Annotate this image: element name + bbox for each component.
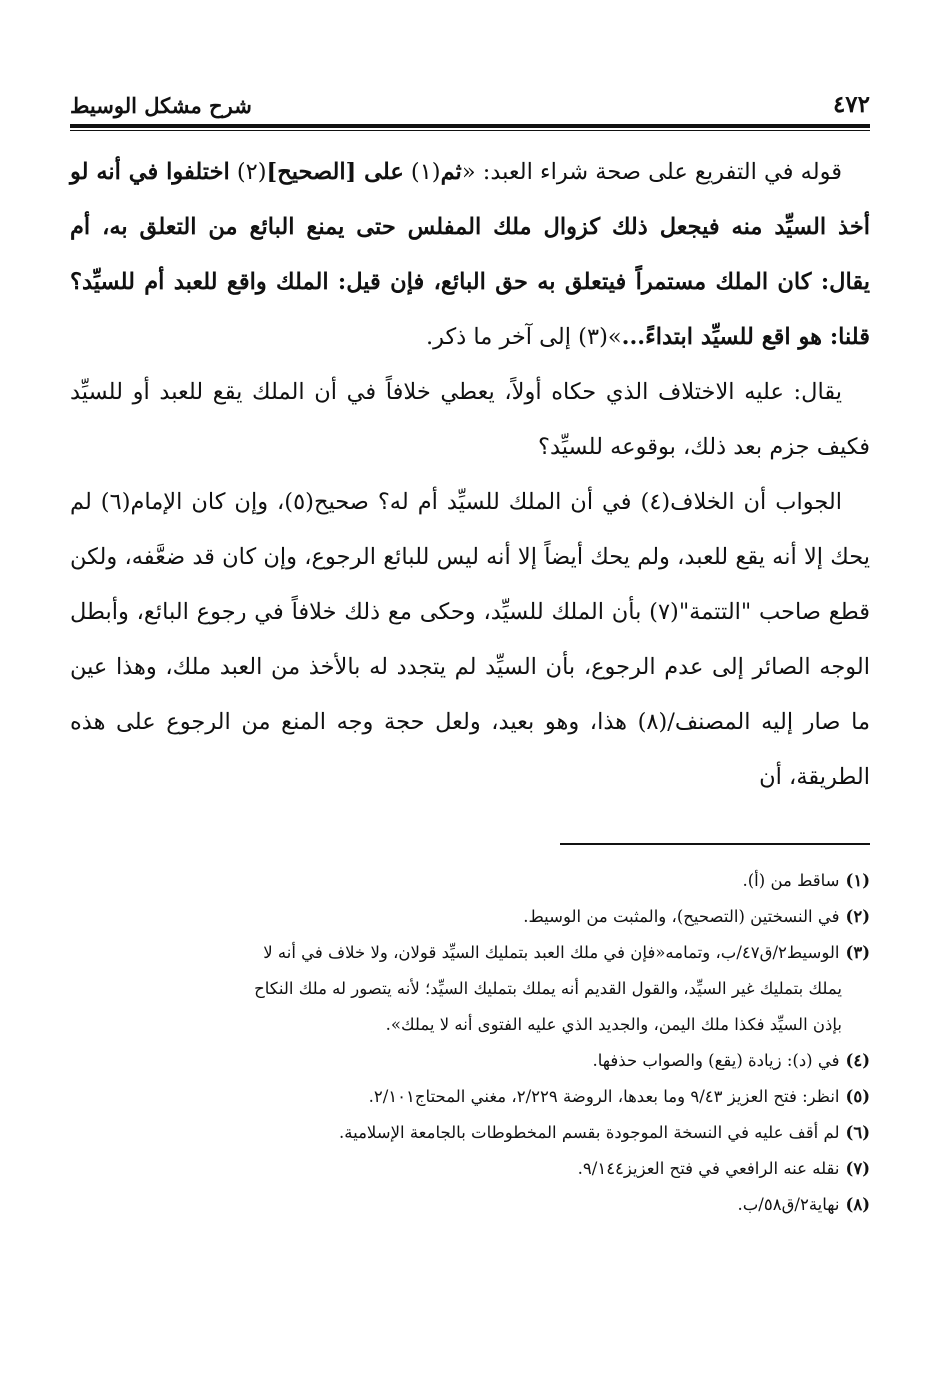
text-segment: »(٣) إلى آخر ما ذكر. [425,324,622,350]
footnote-text: في (د): زيادة (يقع) والصواب حذفها. [592,1051,840,1070]
text-segment-bold: اختلفوا في أنه لو أخذ السيِّد منه فيجعل ذلك كزوال ملك المفلس حتى يمنع البائع من التعلق به، أم يقال: كان الملك مستمراً فيتعلق به حق البائع، فإن قيل: الملك واقع للعبد أم للسيِّد؟ قلنا: هو اقع للسيِّد ابتداءً... [70,159,870,350]
footnotes [70,863,870,1223]
text-segment-bold: ثم [440,159,462,185]
text-segment: الجواب أن الخلاف(٤) في أن الملك للسيِّد أم له؟ صحيح(٥)، وإن كان الإمام(٦) لم يحك إلا أنه يقع للعبد، ولم يحك أيضاً إلا أنه ليس للبائع الرجوع، وإن كان قد ضعَّفه، ولكن قطع صاحب "التتمة"(٧) بأن الملك للسيِّد، وحكى مع ذلك خلافاً في رجوع البائع، وأبطل الوجه الصائر إلى عدم الرجوع، بأن السيِّد لم يتجدد له بالأخذ من العبد ملك، وهذا عين ما صار إليه المصنف/(٨) هذا، وهو بعيد، ولعل حجة وجه المنع من الرجوع على هذه الطريقة، أن [70,489,870,790]
main-text [70,145,870,805]
paragraph-1 [70,145,870,365]
page-number: ٤٧٢ [832,91,870,118]
footnote-number: (٧) [845,1159,870,1178]
footnote-number: (٦) [845,1123,870,1142]
footnote-text: نقله عنه الرافعي في فتح العزيز٩/١٤٤. [577,1159,840,1178]
running-header [70,88,870,118]
footnote-number: (٥) [845,1087,870,1106]
text-segment: يقال: عليه الاختلاف الذي حكاه أولاً، يعطي خلافاً في أن الملك يقع للعبد أو للسيِّد فكيف جزم بعد ذلك، بوقوعه للسيِّد؟ [70,379,870,460]
book-page [70,88,870,1318]
footnote-text: بإذن السيِّد فكذا ملك اليمن، والجديد الذي عليه الفتوى أنه لا يملك». [385,1015,842,1034]
book-title: شرح مشكل الوسيط [70,93,252,118]
footnote-number: (٢) [845,907,870,926]
footnote-3-line-3 [70,1007,870,1043]
paragraph-3 [70,475,870,805]
footnote-3 [70,935,870,971]
footnote-separator [560,843,870,845]
footnote-text: يملك بتمليك غير السيِّد، والقول القديم أنه يملك بتمليك السيِّد؛ لأنه يتصور له ملك النكاح [254,979,842,998]
footnote-4 [70,1043,870,1079]
footnote-text: الوسيط٢/ق٤٧/ب، وتمامه«فإن في ملك العبد بتمليك السيِّد قولان، ولا خلاف في أنه لا [263,943,840,962]
footnote-number: (١) [845,871,870,890]
footnote-7 [70,1151,870,1187]
header-rule-thick [70,124,870,128]
footnote-6 [70,1115,870,1151]
footnote-text: لم أقف عليه في النسخة الموجودة بقسم المخطوطات بالجامعة الإسلامية. [339,1123,840,1142]
footnote-text: نهاية٢/ق٥٨/ب. [737,1195,840,1214]
footnote-2 [70,899,870,935]
footnote-number: (٣) [845,943,870,962]
footnote-number: (٤) [845,1051,870,1070]
footnote-3-line-2 [70,971,870,1007]
footnote-1 [70,863,870,899]
footnote-text: في النسختين (التصحيح)، والمثبت من الوسيط. [523,907,840,926]
text-segment-bold: على [الصحيح] [266,159,404,185]
footnote-text: ساقط من (أ). [742,871,840,890]
header-rule-thin [70,130,870,131]
paragraph-2 [70,365,870,475]
footnote-8 [70,1187,870,1223]
text-segment: قوله في التفريع على صحة شراء العبد: « [461,159,842,185]
footnote-ref: (١) [403,159,441,185]
footnote-text: انظر: فتح العزيز ٩/٤٣ وما بعدها، الروضة ٢/٢٢٩، مغني المحتاج٢/١٠١. [368,1087,840,1106]
footnote-5 [70,1079,870,1115]
footnote-ref: (٢) [229,159,267,185]
footnote-number: (٨) [845,1195,870,1214]
